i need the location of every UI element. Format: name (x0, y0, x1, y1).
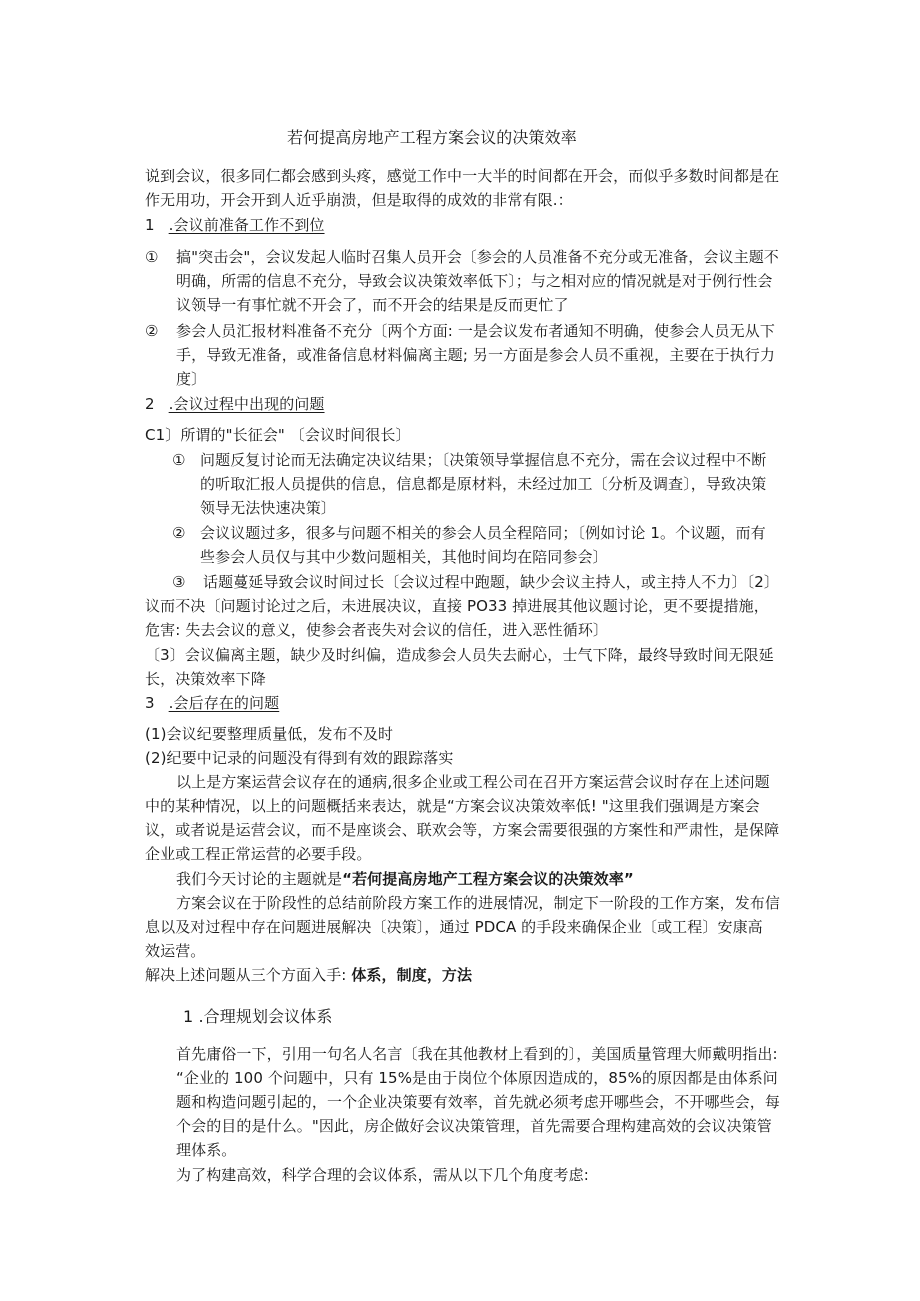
topic-line (176, 868, 634, 890)
section-number: 3 (145, 694, 155, 712)
topic-prefix: 我们今天讨论的主题就是 (176, 870, 343, 888)
list-marker: ① (145, 248, 159, 266)
list-marker: ③ (172, 573, 186, 591)
paragraph-line: 议而不决〔问题讨论过之后，未进展决议，直接 PO33 掉进展其他议题讨论，更不要提措施， (145, 597, 769, 615)
paragraph-line: 危害: 失去会议的意义，使参会者丧失对会议的信任，进入恶性循环〕 (145, 621, 609, 639)
list-marker: ② (145, 322, 159, 340)
list-item-line: 搞"突击会"，会议发起人临时召集人员开会〔参会的人员准备不充分或无准备，会议主题不 (176, 248, 779, 266)
paragraph-line: “企业的 100 个问题中，只有 15%是由于岗位个体原因造成的，85%的原因都是由体系问 (176, 1069, 778, 1087)
paragraph-line: 个会的目的是什么。"因此，房企做好会议决策管理，首先需要合理构建高效的会议决策管 (176, 1117, 772, 1135)
part-1-heading: 1 .合理规划会议体系 (183, 1007, 333, 1026)
solve-line (145, 964, 472, 986)
paragraph-line: 方案会议在于阶段性的总结前阶段方案工作的进展情况，制定下一阶段的工作方案，发布信 (176, 894, 781, 912)
paragraph-line: 效运营。 (145, 942, 206, 960)
section-heading-text: .会后存在的问题 (168, 694, 280, 712)
paragraph-line: (1)会议纪要整理质量低，发布不及时 (145, 725, 394, 743)
list-marker: ① (172, 451, 186, 469)
paragraph-line: 首先庸俗一下，引用一句名人名言〔我在其他教材上看到的〕，美国质量管理大师戴明指出: (176, 1045, 778, 1063)
subsection-c1: C1〕所谓的"长征会" 〔会议时间很长〕 (145, 426, 411, 444)
list-item-line: 的听取汇报人员提供的信息，信息都是原材料，未经过加工〔分析及调查〕，导致决策 (200, 475, 767, 493)
topic-bold: “若何提高房地产工程方案会议的决策效率” (342, 870, 634, 888)
paragraph-line: 以上是方案运营会议存在的通病,很多企业或工程公司在召开方案运营会议时存在上述问题 (176, 773, 770, 791)
list-item-line: 问题反复讨论而无法确定决议结果；〔决策领导掌握信息不充分，需在会议过程中不断 (200, 451, 767, 469)
list-item-line: 参会人员汇报材料准备不充分〔两个方面: 一是会议发布者通知不明确，使参会人员无从下 (176, 322, 775, 340)
section-heading-text: .会议前准备工作不到位 (168, 216, 325, 234)
intro-line: 作无用功，开会开到人近乎崩溃，但是取得的成效的非常有限.： (145, 191, 573, 209)
section-2-heading (145, 393, 325, 415)
list-item-line: 度〕 (176, 370, 207, 388)
intro-line: 说到会议，很多同仁都会感到头疼，感觉工作中一大半的时间都在开会，而似乎多数时间都是在 (145, 167, 780, 185)
paragraph-line: 〔3〕会议偏离主题，缺少及时纠偏，造成参会人员失去耐心，士气下降，最终导致时间无限延 (145, 646, 774, 664)
paragraph-line: (2)纪要中记录的问题没有得到有效的跟踪落实 (145, 749, 454, 767)
paragraph-line: 长，决策效率下降 (145, 670, 266, 688)
list-item-line: 话题蔓延导致会议时间过长〔会议过程中跑题，缺少会议主持人，或主持人不力〕〔2〕 (203, 573, 779, 591)
paragraph-line: 为了构建高效，科学合理的会议体系，需从以下几个角度考虑: (176, 1166, 589, 1184)
paragraph-line: 理体系。 (176, 1141, 237, 1159)
list-item-line: 会议议题过多，很多与问题不相关的参会人员全程陪同；〔例如讨论 1。个议题，而有 (200, 524, 766, 542)
list-item-line: 手，导致无准备，或准备信息材料偏离主题; 另一方面是参会人员不重视，主要在于执行力 (176, 346, 775, 364)
paragraph-line: 息以及对过程中存在问题进展解决〔决策〕，通过 PDCA 的手段来确保企业〔或工程〕安康高 (145, 918, 763, 936)
section-number: 2 (145, 395, 155, 413)
section-3-heading (145, 692, 279, 714)
list-item-line: 领导无法快速决策〕 (200, 499, 336, 517)
paragraph-line: 企业或工程正常运营的必要手段。 (145, 845, 372, 863)
page-title: 若何提高房地产工程方案会议的决策效率 (287, 128, 577, 147)
list-item-line: 明确，所需的信息不充分，导致会议决策效率低下〕；与之相对应的情况就是对于例行性会 (176, 272, 773, 290)
solve-bold: 体系，制度，方法 (351, 966, 473, 984)
solve-prefix: 解决上述问题从三个方面入手: (145, 966, 352, 984)
paragraph-line: 中的某种情况，以上的问题概括来表达，就是“方案会议决策效率低! "这里我们强调是方案会 (145, 797, 760, 815)
list-marker: ② (172, 524, 186, 542)
paragraph-line: 议，或者说是运营会议，而不是座谈会、联欢会等，方案会需要很强的方案性和严肃性，是保障 (145, 821, 780, 839)
section-heading-text: .会议过程中出现的问题 (168, 395, 325, 413)
list-item-line: 议领导一有事忙就不开会了，而不开会的结果是反而更忙了 (176, 296, 569, 314)
section-number: 1 (145, 216, 155, 234)
list-item-line: 些参会人员仅与其中少数问题相关，其他时间均在陪同参会〕 (200, 548, 608, 566)
section-1-heading (145, 214, 325, 236)
paragraph-line: 题和构造问题引起的，一个企业决策要有效率，首先就必须考虑开哪些会，不开哪些会，每 (176, 1093, 781, 1111)
